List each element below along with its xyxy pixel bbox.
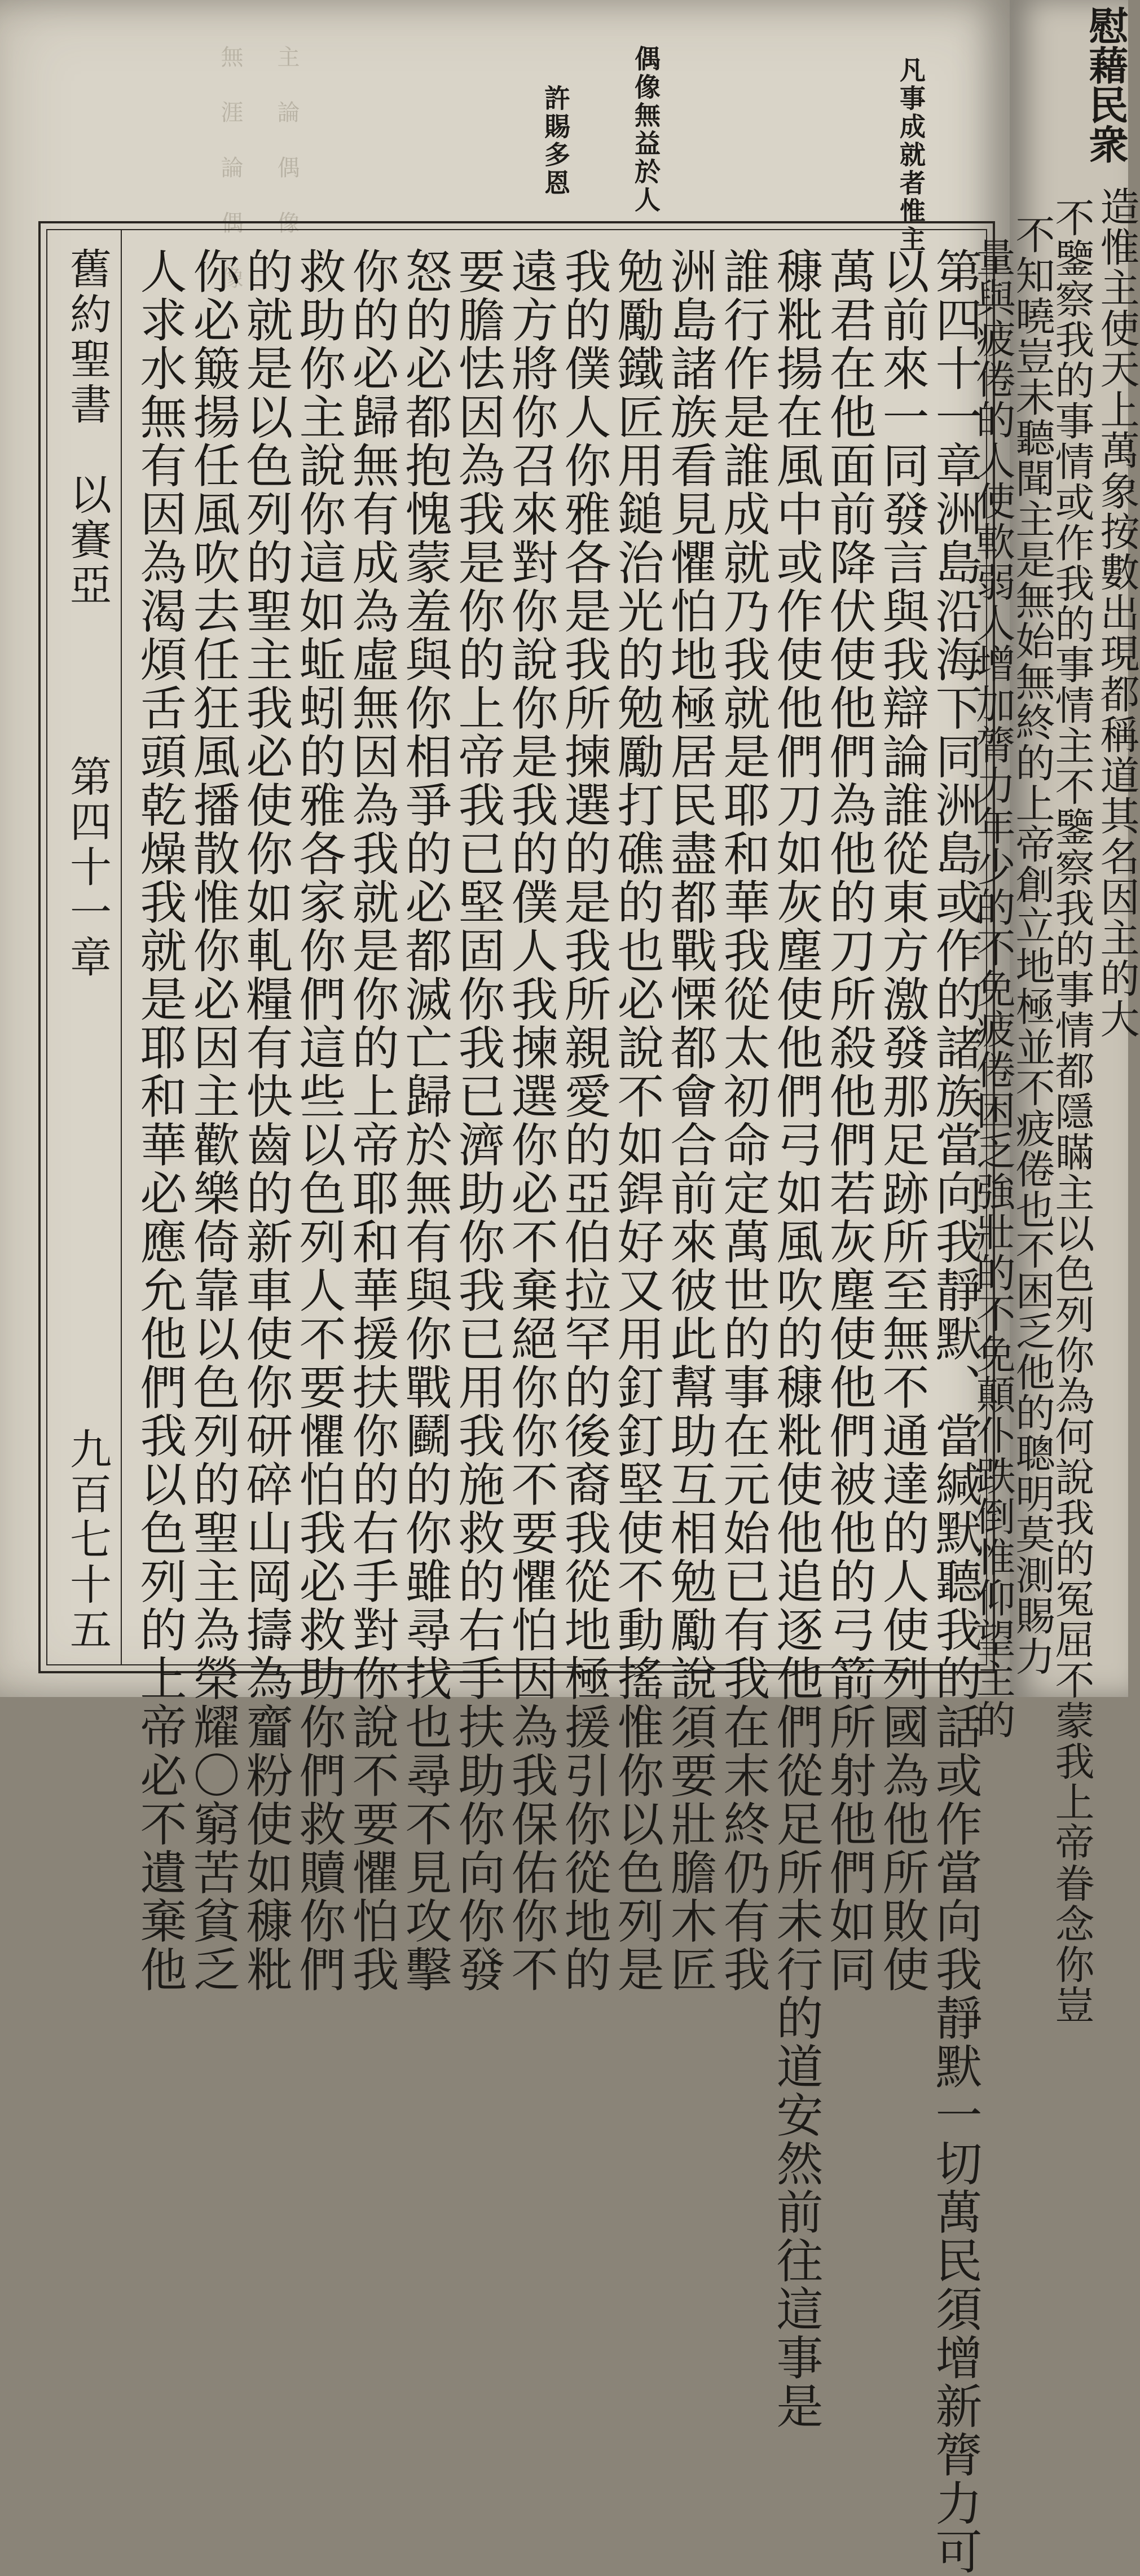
text-column: 以前來一同發言與我辯論誰從東方激發那足跡所至無不通達的人使列國為他所敗使 [874,247,929,1994]
page-number: 九百七十五 [63,1427,112,1653]
text-column: 萬君在他面前降伏使他們為他的刀所殺他們若灰塵使他們被他的弓箭所射他們如同 [821,247,876,1994]
text-column: 勉勵鐵匠用鎚治光的勉勵打礁的也必說不如銲好又用釘釘堅使不動搖惟你以色列是 [609,247,664,1994]
text-column: 要膽怯因為我是你的上帝我已堅固你我已濟助你我已用我施救的右手扶助你向你發 [450,247,505,1994]
text-column: 的就是以色列的聖主我必使你如軋糧有快齒的新車使你研碎山岡擣為齏粉使如穅粃 [238,247,293,1994]
footer-book-title: 舊約聖書 以賽亞 [63,247,112,608]
text-frame [38,221,995,2576]
text-column: 人求水無有因為渴煩舌頭乾燥我就是耶和華必應允他們我以色列的上帝必不遺棄他 [132,247,187,1994]
text-column: 你的必歸無有成為虛無因為我就是你的上帝耶和華援扶你的右手對你說不要懼怕我 [344,247,399,1994]
right-page-edge [970,0,1140,2025]
text-column: 第四十一章洲島沿海下同洲島或作的諸族當向我靜默、當緘默聽我的話或作當向我靜默一切萬民須增新膂力可 [927,247,982,2576]
next-page-column: 量與疲倦的人使軟弱人增加膂力年少的不免疲倦困乏強壯的不免顛仆跌倒惟仰望主的 [970,237,1016,1740]
bleed-through: 主 論 偶 像 [274,45,300,237]
text-column: 怒的必都抱愧蒙羞與你相爭的必都滅亡歸於無有與你戰鬬的你雖尋找也尋不見攻擊 [397,247,452,1994]
text-column: 洲島諸族看見懼怕地極居民盡都戰慄都會合前來彼此幫助互相勉勵說須要壯膽木匠 [662,247,717,1994]
headnote-1: 凡事成就者惟主 [896,56,926,254]
footer-divider [121,230,122,1664]
text-column: 穅粃揚在風中或作使他們刀如灰塵使他們弓如風吹的穅粃使他追逐他們從足所未行的道安然前往這事是 [768,247,823,2430]
text-column: 你必簸揚任風吹去任狂風播散惟你必因主歡樂倚靠以色列的聖主為榮耀〇窮苦貧乏 [185,247,240,1994]
headnote-2: 偶像無益於人 [631,45,661,214]
page-footer [58,247,112,1653]
next-page-column: 造惟主使天上萬象按數出現都稱道其名因主的大 [1094,186,1140,1039]
text-column: 遠方將你召來對你說你是我的僕人我揀選你必不棄絕你你不要懼怕因為我保佑你不 [503,247,558,1994]
next-page-heading: 慰藉民衆 [1082,6,1129,164]
next-page-column: 不鑒察我的事情或作我的事情主不鑒察我的事情都隱瞞主以色列你為何說我的冤屈不蒙我上帝眷念你豈 [1049,197,1095,2025]
bleed-through: 無 涯 論 偶 像 [217,45,243,292]
text-column: 我的僕人你雅各是我所揀選的是我所親愛的亞伯拉罕的後裔我從地極援引你從地的 [556,247,611,1994]
footer-chapter: 第四十一章 [63,755,112,981]
headnote-3: 許賜多恩 [540,85,571,197]
text-frame-inner [46,229,987,2576]
next-page-column: 不知曉豈未聽聞主是無始無終的上帝創立地極並不疲倦也不困乏他的聰明莫測賜力 [1009,214,1055,1677]
text-column: 救助你主說你這如蚯蚓的雅各家你們這些以色列人不要懼怕我必救助你們救贖你們 [291,247,346,1994]
text-column: 誰行作是誰成就乃我就是耶和華我從太初命定萬世的事在元始已有我在末終仍有我 [715,247,770,1994]
